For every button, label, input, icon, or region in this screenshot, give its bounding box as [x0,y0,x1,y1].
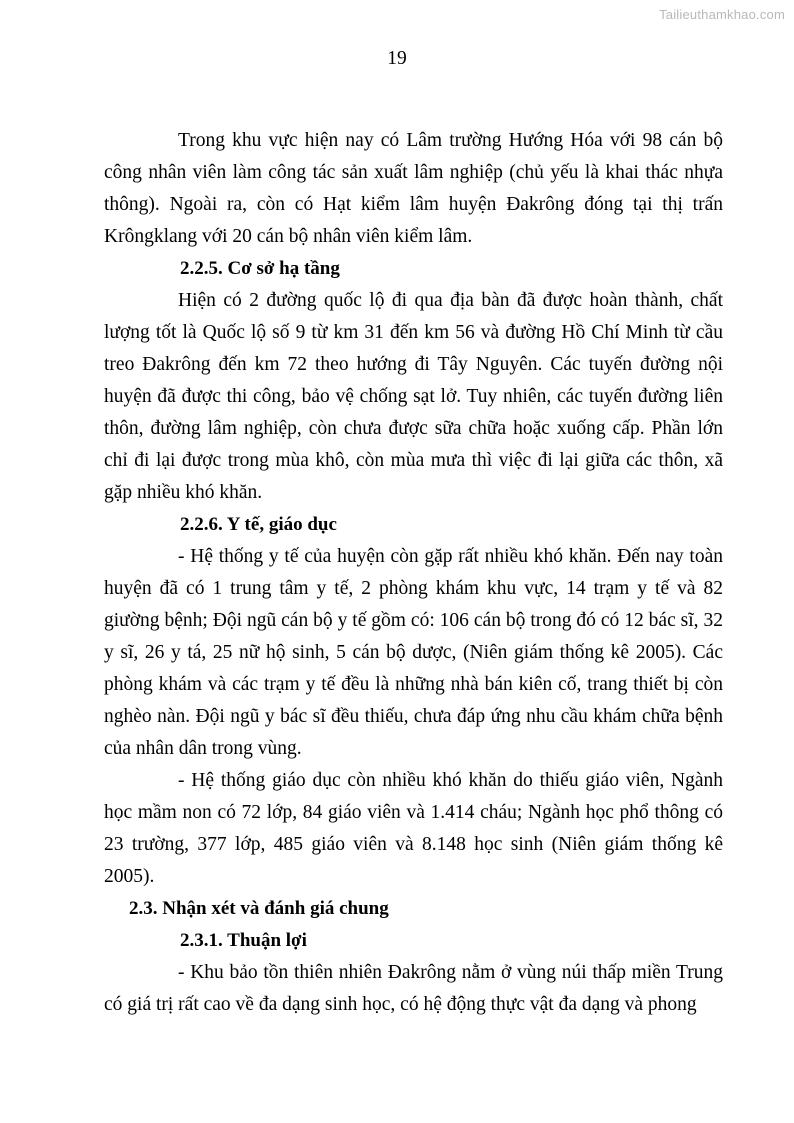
section-heading: 2.3. Nhận xét và đánh giá chung [129,898,389,919]
subsection-heading: 2.2.5. Cơ sở hạ tầng [180,258,340,279]
page-number: 19 [387,48,407,69]
site-watermark: Tailieuthamkhao.com [659,7,785,22]
body-paragraph: Trong khu vực hiện nay có Lâm trường Hướng Hóa với 98 cán bộ công nhân viên làm công tác sản xuất lâm nghiệp (chủ yếu là khai thác nhựa thông). Ngoài ra, còn có Hạt kiểm lâm huyện Đakrông đóng tại thị trấn Krôngklang với 20 cán bộ nhân viên kiểm lâm. [104,130,723,247]
subsection-heading: 2.2.6. Y tế, giáo dục [180,514,337,535]
document-body [104,125,723,1021]
body-paragraph: - Hệ thống y tế của huyện còn gặp rất nhiều khó khăn. Đến nay toàn huyện đã có 1 trung tâm y tế, 2 phòng khám khu vực, 14 trạm y tế và 82 giường bệnh; Đội ngũ cán bộ y tế gồm có: 106 cán bộ trong đó có 12 bác sĩ, 32 y sĩ, 26 y tá, 25 nữ hộ sinh, 5 cán bộ dược, (Niên giám thống kê 2005). Các phòng khám và các trạm y tế đều là những nhà bán kiên cố, trang thiết bị còn nghèo nàn. Đội ngũ y bác sĩ đều thiếu, chưa đáp ứng nhu cầu khám chữa bệnh của nhân dân trong vùng. [104,546,723,759]
body-paragraph: Hiện có 2 đường quốc lộ đi qua địa bàn đã được hoàn thành, chất lượng tốt là Quốc lộ số 9 từ km 31 đến km 56 và đường Hồ Chí Minh từ cầu treo Đakrông đến km 72 theo hướng đi Tây Nguyên. Các tuyến đường nội huyện đã được thi công, bảo vệ chống sạt lở. Tuy nhiên, các tuyến đường liên thôn, đường lâm nghiệp, còn chưa được sữa chữa hoặc xuống cấp. Phần lớn chỉ đi lại được trong mùa khô, còn mùa mưa thì việc đi lại giữa các thôn, xã gặp nhiều khó khăn. [104,290,723,503]
subsection-heading: 2.3.1. Thuận lợi [180,930,307,951]
body-paragraph: - Khu bảo tồn thiên nhiên Đakrông nằm ở vùng núi thấp miền Trung có giá trị rất cao về đa dạng sinh học, có hệ động thực vật đa dạng và phong [104,962,723,1015]
body-paragraph: - Hệ thống giáo dục còn nhiều khó khăn do thiếu giáo viên, Ngành học mầm non có 72 lớp, 84 giáo viên và 1.414 cháu; Ngành học phổ thông có 23 trường, 377 lớp, 485 giáo viên và 8.148 học sinh (Niên giám thống kê 2005). [104,770,723,887]
